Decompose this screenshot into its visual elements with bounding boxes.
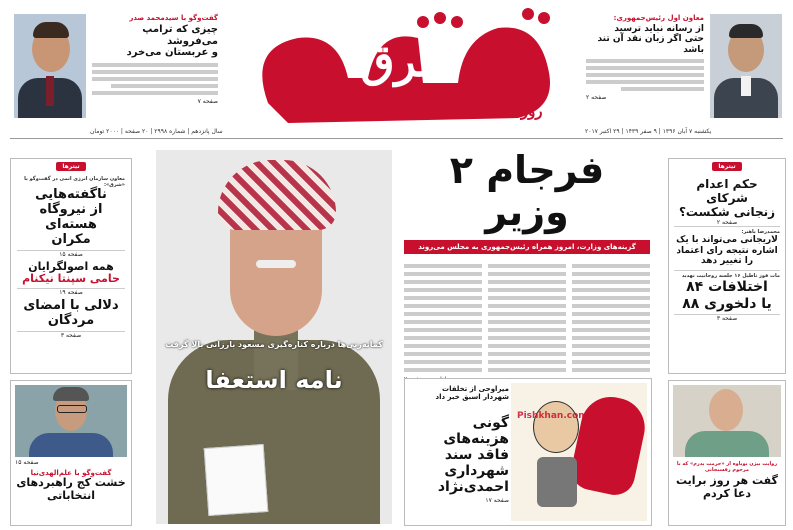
left-headline-2[interactable]: از نیروگاه هسته‌ای bbox=[39, 201, 103, 232]
left-page-1: صفحه ۱۵ bbox=[17, 250, 125, 258]
main-body-columns bbox=[404, 260, 650, 376]
left-bottom-portrait bbox=[15, 385, 127, 457]
center-caption-kicker: کمانه‌زنی‌ها درباره کناره‌گیری مسعود بارزانی بالا گرفت bbox=[165, 340, 383, 349]
top-left-headline-2: و عربستان می‌خرد bbox=[126, 47, 218, 58]
logo-text: شرق bbox=[360, 36, 456, 87]
logo-subtext: روزنامه bbox=[496, 102, 543, 120]
top-left-page: صفحه ۷ bbox=[197, 97, 218, 105]
cartoon-headline-2: فاقد سند شهرداری bbox=[444, 447, 509, 480]
center-photo[interactable] bbox=[156, 150, 392, 524]
left-bottom-page: صفحه ۱۵ bbox=[15, 459, 39, 466]
right-kicker-3: مات فوز تاطیل ۱۶ جلسه روحانیت تهدید bbox=[674, 270, 780, 279]
right-page-1: صفحه ۲ bbox=[674, 219, 780, 227]
cartoon-page: صفحه ۱۷ bbox=[485, 497, 509, 505]
top-left-kicker: گفت‌وگو با سیدمحمد صدر bbox=[129, 14, 218, 22]
right-headline-7[interactable]: یا دلخوری ۸۸ bbox=[682, 295, 772, 312]
cartoon-kicker-1: میراوحی از تخلفات bbox=[442, 385, 509, 393]
right-bottom-headline-2[interactable]: دعا کردم bbox=[702, 486, 752, 500]
right-bottom-kicker: روایت بیژن نوباوه از «حرمت پدرم» که با مرحوم رفسنجانی bbox=[676, 461, 778, 473]
left-page-2: صفحه ۱۹ bbox=[17, 288, 125, 296]
right-bottom-portrait bbox=[673, 385, 781, 457]
top-left-body bbox=[92, 63, 218, 95]
right-headline-3[interactable]: لاریجانی می‌تواند با یک bbox=[676, 235, 778, 246]
left-bottom-headline-2[interactable]: انتخاباتی bbox=[47, 488, 95, 502]
left-kicker: معاون سازمان انرژی اتمی در گفت‌وگو با «شرق»: bbox=[24, 176, 125, 188]
center-caption-headline: نامه استعفا bbox=[205, 366, 343, 394]
top-left-portrait bbox=[14, 14, 86, 118]
right-bottom-headline-1[interactable]: گفت هر روز برایت bbox=[676, 474, 778, 487]
right-headline-1[interactable]: حکم اعدام شرکای bbox=[696, 177, 758, 205]
main-subhead: گزینه‌های وزارت، امروز همراه رئیس‌جمهوری به مجلس می‌روند bbox=[404, 240, 650, 254]
top-left-story[interactable] bbox=[92, 14, 218, 105]
issue-line-left: سال پانزدهم | شماره ۲۹۹۸ | ۲۰ صفحه | ۲۰۰۰ تومان bbox=[90, 128, 223, 135]
left-headline-5[interactable]: حامی سپنتا نیکنام bbox=[22, 272, 120, 286]
left-headline-1[interactable]: ناگفته‌هایی bbox=[35, 187, 107, 202]
right-headline-5[interactable]: را تغییر دهد bbox=[701, 256, 753, 267]
top-right-story[interactable] bbox=[586, 14, 704, 101]
right-page-3: صفحه ۳ bbox=[674, 314, 780, 322]
top-right-body bbox=[586, 59, 704, 91]
left-page-3: صفحه ۳ bbox=[17, 331, 125, 339]
left-bottom-kicker: گفت‌وگو با علم‌الهدی‌نیا bbox=[30, 469, 112, 477]
top-left-headline-1: چیزی که ترامپ می‌فروشد bbox=[142, 24, 218, 47]
top-right-headline-2: حتی اگر زبان نقد آن تند باشد bbox=[597, 34, 704, 55]
main-headline: فرجام ۲ وزیر bbox=[449, 148, 605, 234]
right-kicker-2: محمدرضا باهنر: bbox=[741, 229, 780, 236]
right-bottom-box bbox=[668, 380, 786, 526]
cartoon-headline-1: گونی هزینه‌های bbox=[443, 415, 509, 448]
cartoon-kicker-2: شهردار اسبق خبر داد bbox=[435, 393, 509, 401]
top-right-page: صفحه ۲ bbox=[586, 94, 607, 102]
left-bottom-headline-1[interactable]: خشت کج راهبردهای bbox=[16, 476, 126, 489]
right-headline-2[interactable]: زنجانی شکست؟ bbox=[678, 204, 776, 219]
logo bbox=[228, 8, 578, 128]
cartoon-illustration bbox=[511, 383, 647, 521]
cartoon-headline-3: احمدی‌نژاد bbox=[437, 479, 509, 496]
left-tag: تیترها bbox=[56, 162, 85, 171]
cartoon-story[interactable] bbox=[404, 378, 652, 526]
masthead bbox=[0, 0, 793, 140]
right-tag: تیترها bbox=[712, 162, 741, 171]
masthead-rule bbox=[10, 138, 783, 139]
top-right-portrait bbox=[710, 14, 782, 118]
cartoon-watermark: Pishkhan.com bbox=[517, 411, 588, 421]
right-headline-4[interactable]: اشاره نتیجه رای اعتماد bbox=[676, 245, 778, 256]
top-right-kicker: معاون اول رئیس‌جمهوری: bbox=[613, 14, 704, 22]
right-headline-6[interactable]: اختلافات ۸۴ bbox=[686, 279, 768, 296]
left-headline-7[interactable]: مردگان bbox=[47, 312, 95, 328]
left-headline-6[interactable]: دلالی با امضای bbox=[23, 298, 119, 314]
main-story[interactable] bbox=[404, 150, 650, 383]
left-headlines-box bbox=[10, 158, 132, 374]
left-headline-3[interactable]: مکران bbox=[51, 231, 91, 247]
barzani-figure bbox=[156, 150, 392, 524]
left-bottom-box bbox=[10, 380, 132, 526]
issue-line-right: یکشنبه ۷ آبان ۱۳۹۶ | ۹ صفر ۱۴۳۹ | ۲۹ اکتبر ۲۰۱۷ bbox=[585, 128, 712, 135]
top-right-headline-1: از رسانه نباید ترسید bbox=[614, 24, 704, 34]
left-headline-4[interactable]: همه اصولگرایان bbox=[28, 259, 114, 273]
right-headlines-box bbox=[668, 158, 786, 374]
